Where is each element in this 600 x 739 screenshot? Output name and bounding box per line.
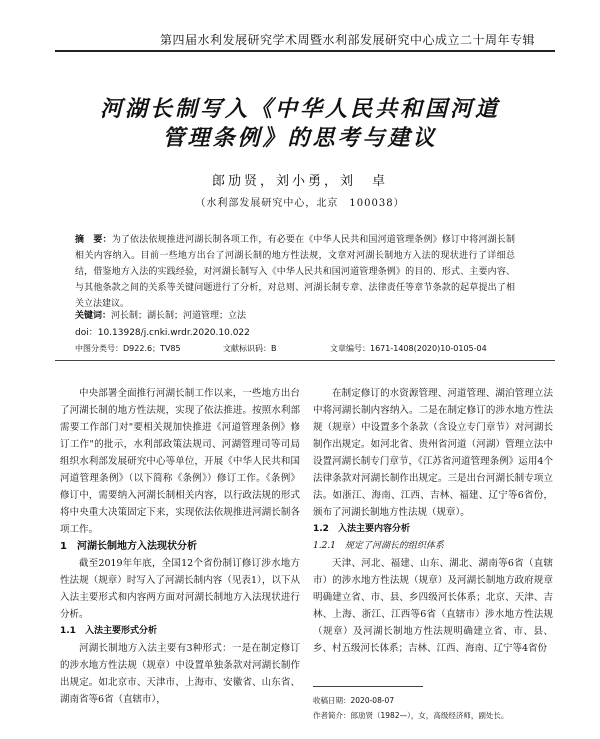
section-heading-1: 1 河湖长制地方入法现状分析 [60, 541, 197, 552]
abstract-text: 为了依法依规推进河湖长制各项工作，有必要在《中华人民共和国河道管理条例》修订中将河湖长制相关内容纳入。目前一些地方出台了河湖长制的地方性法规，文章对河湖长制地方入法的现状进行了详细总结，借鉴地方入法的实践经验，对河湖长制写入《中华人民共和国河道管理条例》的目的、形式、主要内容、与其他条款之间的关系等关键问题进行了分析，对总则、河湖长制专章、法律责任等章节条款的起草提出了相关立法建议。 [75, 235, 515, 309]
received-date: 收稿日期：2020-08-07 [313, 696, 395, 705]
subsection-heading-1-2-1: 1.2.1 规定了河湖长的组织体系 [313, 541, 444, 551]
clc-number: 中图分类号：D922.6；TV85 [75, 344, 181, 353]
article-number: 文章编号：1671-1408(2020)10-0105-04 [330, 344, 487, 353]
abstract [75, 232, 515, 312]
keywords-text: 河长制；湖长制；河道管理；立法 [111, 311, 247, 321]
section1-paragraph: 截至2019年年底，全国12个省份制订修订涉水地方性法规（规章）时写入了河湖长制内容（见表1），以下从入法主要形式和内容两方面对河湖长制地方入法现状进行分析。 [60, 558, 300, 620]
journal-title: 第四届水利发展研究学术周暨水利部发展研究中心成立二十周年专辑 [160, 33, 536, 47]
subsection-heading-1-2: 1.2 入法主要内容分析 [313, 524, 410, 534]
footnote-divider [313, 686, 423, 687]
document-code: 文献标识码：B [223, 344, 277, 353]
article-title-line2: 管理条例》的思考与建议 [162, 125, 438, 151]
doi: doi：10.13928/j.cnki.wrdr.2020.10.022 [75, 328, 250, 338]
subsection1-1-paragraph: 河湖长制地方入法主要有3种形式：一是在制定修订的涉水地方性法规（规章）中设置单独条款对河湖长制作出规定。如北京市、天津市、上海市、安徽省、山东省、湖南省等6省（直辖市）， [60, 643, 300, 705]
article-title-line1: 河湖长制写入《中华人民共和国河道 [99, 96, 500, 122]
header-divider [55, 50, 555, 52]
body-column-left [60, 385, 300, 708]
right-paragraph-2: 天津、河北、福建、山东、湖北、湖南等6省（直辖市）的涉水地方性法规（规章）及河湖长制地方政府规章明确建立省、市、县、乡四级河长体系；北京、天津、吉林、上海、浙江、江西等6省（直辖市）涉水地方性法规（规章）及河湖长制地方性法规明确建立省、市、县、乡、村五级河长体系；吉林、江西、海南、辽宁等4省份 [313, 558, 553, 654]
intro-paragraph: 中央部署全面推行河湖长制工作以来，一些地方出台了河湖长制的地方性法规，实现了依法推进。按照水利部需要工作部门对"要相关规加快推进《河道管理条例》修订工作"的批示，水利部政策法规司、河湖管理司等司局组织水利部发展研究中心等单位，开展《中华人民共和国河道管理条例》（以下简称《条例》）修订工作。《条例》修订中，需要纳入河湖长制相关内容，以行政法规的形式将中央重大决策固定下来，实现依法依规推进河湖长制各项工作。 [60, 388, 300, 535]
abstract-label: 摘 要： [75, 235, 112, 245]
keywords-label: 关键词： [75, 311, 112, 321]
abstract-divider [55, 360, 555, 361]
author-bio: 作者简介：郎劢贤（1982—），女，高级经济师，副处长。 [313, 711, 509, 720]
right-paragraph-1: 在制定修订的水资源管理、河道管理、湖泊管理立法中将河湖长制内容纳入。二是在制定修订的涉水地方性法规（规章）中设置多个条款（含设立专门章节）对河湖长制作出规定。如河北省、贵州省河道（河湖）管理立法中设置河湖长制专门章节，《江苏省河道管理条例》运用4个法律条款对河湖长制作出规定。三是出台河湖长制专项立法。如浙江、海南、江西、吉林、福建、辽宁等6省份，颁布了河湖长制地方性法规（规章）。 [313, 388, 553, 518]
authors: 郎劢贤，刘小勇，刘 卓 [211, 174, 388, 189]
journal-header [0, 0, 600, 48]
subsection-heading-1-1: 1.1 入法主要形式分析 [60, 626, 157, 636]
body-column-right [313, 385, 553, 657]
keywords [75, 308, 246, 321]
affiliation: （水利部发展研究中心，北京 100038） [195, 198, 405, 209]
